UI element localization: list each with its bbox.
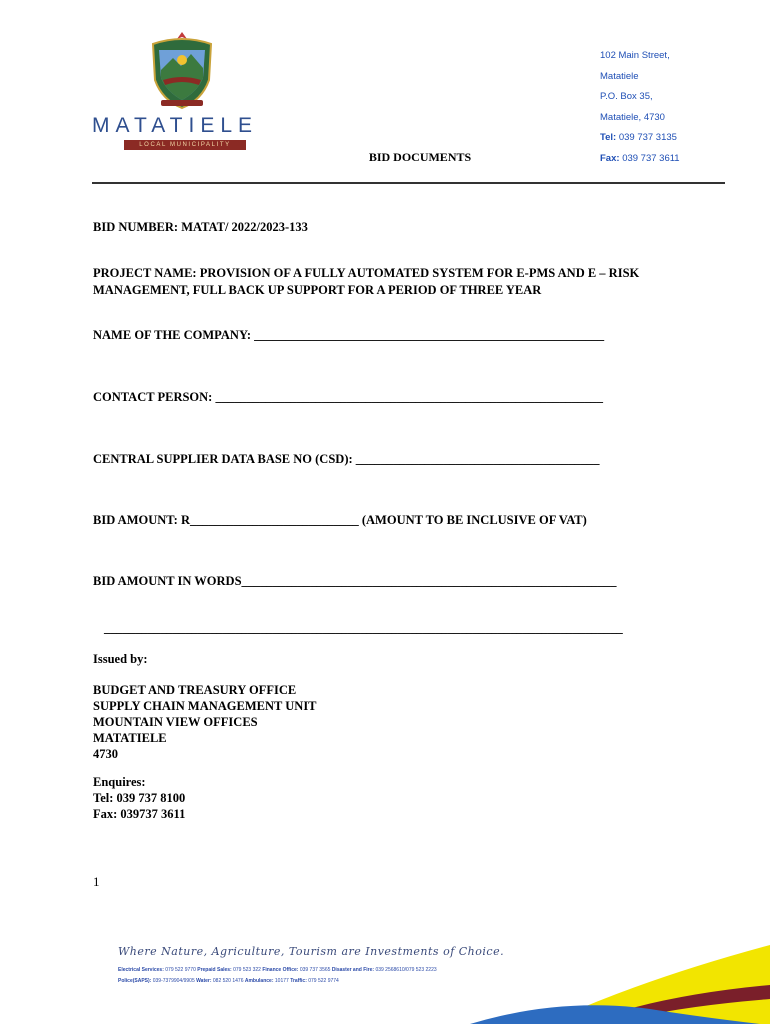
- bid-amount-words-field[interactable]: BID AMOUNT IN WORDS____________________________________________________________: [93, 574, 617, 588]
- enquiries-label: Enquires:: [93, 775, 146, 789]
- municipality-logo: [92, 30, 277, 152]
- contact-value: 039 2568610/079 523 2223: [375, 967, 437, 973]
- contact-value: 082 520 1476: [212, 978, 244, 984]
- issuer-line: MOUNTAIN VIEW OFFICES: [93, 715, 258, 729]
- page-footer: [0, 925, 770, 1024]
- tel-value: 039 737 3135: [618, 132, 677, 143]
- address-line: Matatiele: [600, 70, 639, 82]
- contact-label: Police(SAPS):: [118, 978, 152, 984]
- header-divider: [92, 182, 725, 184]
- issued-by-label: Issued by:: [93, 652, 148, 666]
- contact-label: Water:: [196, 978, 212, 984]
- contact-value: 039 737 3565: [299, 967, 331, 973]
- enquiries-tel: Tel: 039 737 8100: [93, 791, 186, 805]
- contact-label: Finance Office:: [262, 967, 299, 973]
- contact-label: Electrical Services:: [118, 967, 164, 973]
- coat-of-arms-icon: [147, 30, 217, 110]
- project-name: PROJECT NAME: PROVISION OF A FULLY AUTOMATED SYSTEM FOR E-PMS AND E – RISK MANAGEMENT, FULL BACK UP SUPPORT FOR A PERIOD OF THREE YEAR: [93, 266, 640, 297]
- page-number: 1: [93, 874, 100, 889]
- contact-person-field[interactable]: CONTACT PERSON: ______________________________________________________________: [93, 390, 603, 404]
- csd-number-field[interactable]: CENTRAL SUPPLIER DATA BASE NO (CSD): _______________________________________: [93, 452, 600, 466]
- contact-value: 079 522 9774: [308, 978, 339, 984]
- contact-value: 039-7379904/9905: [152, 978, 195, 984]
- enquiries-fax: Fax: 039737 3611: [93, 807, 186, 821]
- bid-amount-words-line2[interactable]: ___________________________________________________________________________________: [104, 621, 623, 635]
- contact-value: 10177: [274, 978, 289, 984]
- fax-label: Fax:: [600, 152, 620, 164]
- bid-amount-field[interactable]: BID AMOUNT: R___________________________ (AMOUNT TO BE INCLUSIVE OF VAT): [93, 513, 587, 527]
- tel-label: Tel:: [600, 132, 617, 143]
- bid-number: BID NUMBER: MATAT/ 2022/2023-133: [93, 220, 308, 234]
- footer-contact-row: [118, 965, 578, 976]
- footer-contact-row: [118, 976, 578, 987]
- contact-label: Traffic:: [290, 978, 307, 984]
- address-line: P.O. Box 35,: [600, 91, 653, 102]
- fax-value: 039 737 3611: [622, 152, 680, 164]
- address-line: 102 Main Street,: [600, 50, 670, 61]
- footer-contacts: [118, 965, 578, 987]
- address-line: Matatiele, 4730: [600, 111, 665, 123]
- issuer-address: [93, 682, 317, 762]
- tel-line: [600, 128, 760, 149]
- enquiries-block: [93, 774, 185, 822]
- issuer-line: BUDGET AND TREASURY OFFICE: [93, 683, 297, 697]
- contact-label: Prepaid Sales:: [197, 967, 232, 973]
- issuer-line: MATATIELE: [93, 731, 167, 745]
- contact-label: Ambulance:: [244, 978, 274, 984]
- footer-tagline: Where Nature, Agriculture, Tourism are Investments of Choice.: [118, 945, 505, 958]
- document-title: BID DOCUMENTS: [368, 150, 472, 164]
- company-name-field[interactable]: NAME OF THE COMPANY: ________________________________________________________: [93, 328, 605, 342]
- contact-label: Disaster and Fire:: [331, 967, 375, 973]
- brand-name: MATATIELE: [92, 114, 259, 137]
- brand-subtitle: LOCAL MUNICIPALITY: [124, 140, 246, 150]
- issuer-line: 4730: [93, 747, 118, 761]
- contact-value: 079 522 9770: [165, 967, 196, 973]
- issuer-line: SUPPLY CHAIN MANAGEMENT UNIT: [93, 699, 317, 713]
- contact-value: 079 523 322: [233, 967, 261, 973]
